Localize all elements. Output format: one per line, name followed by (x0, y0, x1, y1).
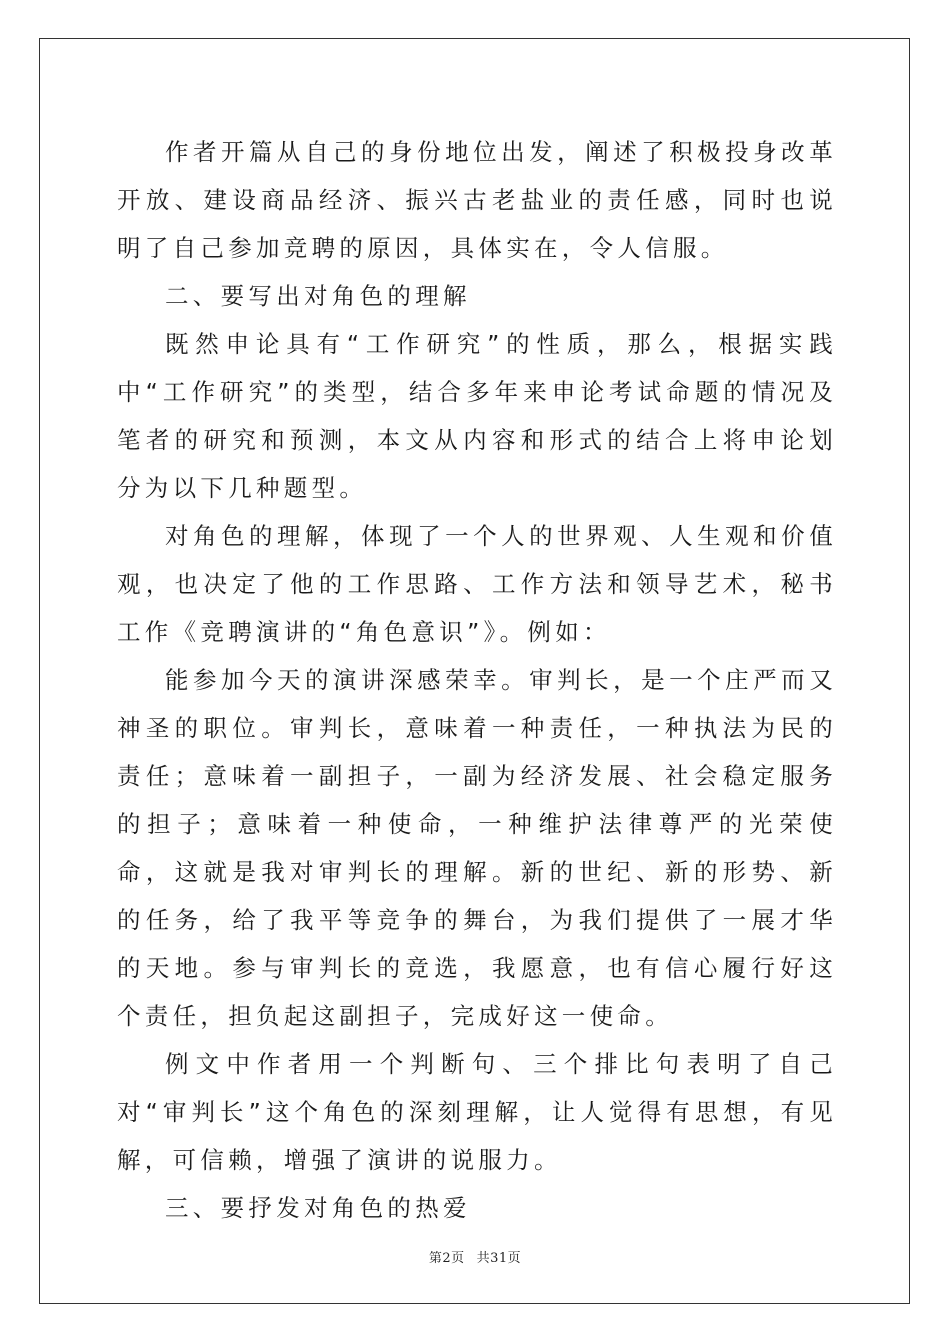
page-total: 共31页 (476, 1251, 522, 1266)
paragraph-1: 作者开篇从自己的身份地位出发，阐述了积极投身改革开放、建设商品经济、振兴古老盐业的责任感，同时也说明了自己参加竞聘的原因，具体实在，令人信服。 (117, 138, 837, 262)
section-heading-2: 二、要写出对角色的理解 (165, 282, 471, 310)
paragraph-2: 既然申论具有“工作研究”的性质，那么，根据实践中“工作研究”的类型，结合多年来申论考试命题的情况及笔者的研究和预测，本文从内容和形式的结合上将申论划分为以下几种题型。 (117, 330, 837, 502)
section-heading-3: 三、要抒发对角色的热爱 (165, 1194, 471, 1222)
paragraph-3: 对角色的理解，体现了一个人的世界观、人生观和价值观，也决定了他的工作思路、工作方法和领导艺术，秘书工作《竞聘演讲的“角色意识”》。例如： (117, 522, 837, 646)
paragraph-4: 例文中作者用一个判断句、三个排比句表明了自己对“审判长”这个角色的深刻理解，让人觉得有思想，有见解，可信赖，增强了演讲的说服力。 (117, 1050, 837, 1174)
document-body (117, 128, 837, 1232)
page-footer (0, 1247, 950, 1266)
quoted-example: 能参加今天的演讲深感荣幸。审判长，是一个庄严而又神圣的职位。审判长，意味着一种责任，一种执法为民的责任；意味着一副担子，一副为经济发展、社会稳定服务的担子；意味着一种使命，一种维护法律尊严的光荣使命，这就是我对审判长的理解。新的世纪、新的形势、新的任务，给了我平等竞争的舞台，为我们提供了一展才华的天地。参与审判长的竞选，我愿意，也有信心履行好这个责任，担负起这副担子，完成好这一使命。 (117, 666, 837, 1030)
page-number: 第2页 (428, 1251, 465, 1266)
